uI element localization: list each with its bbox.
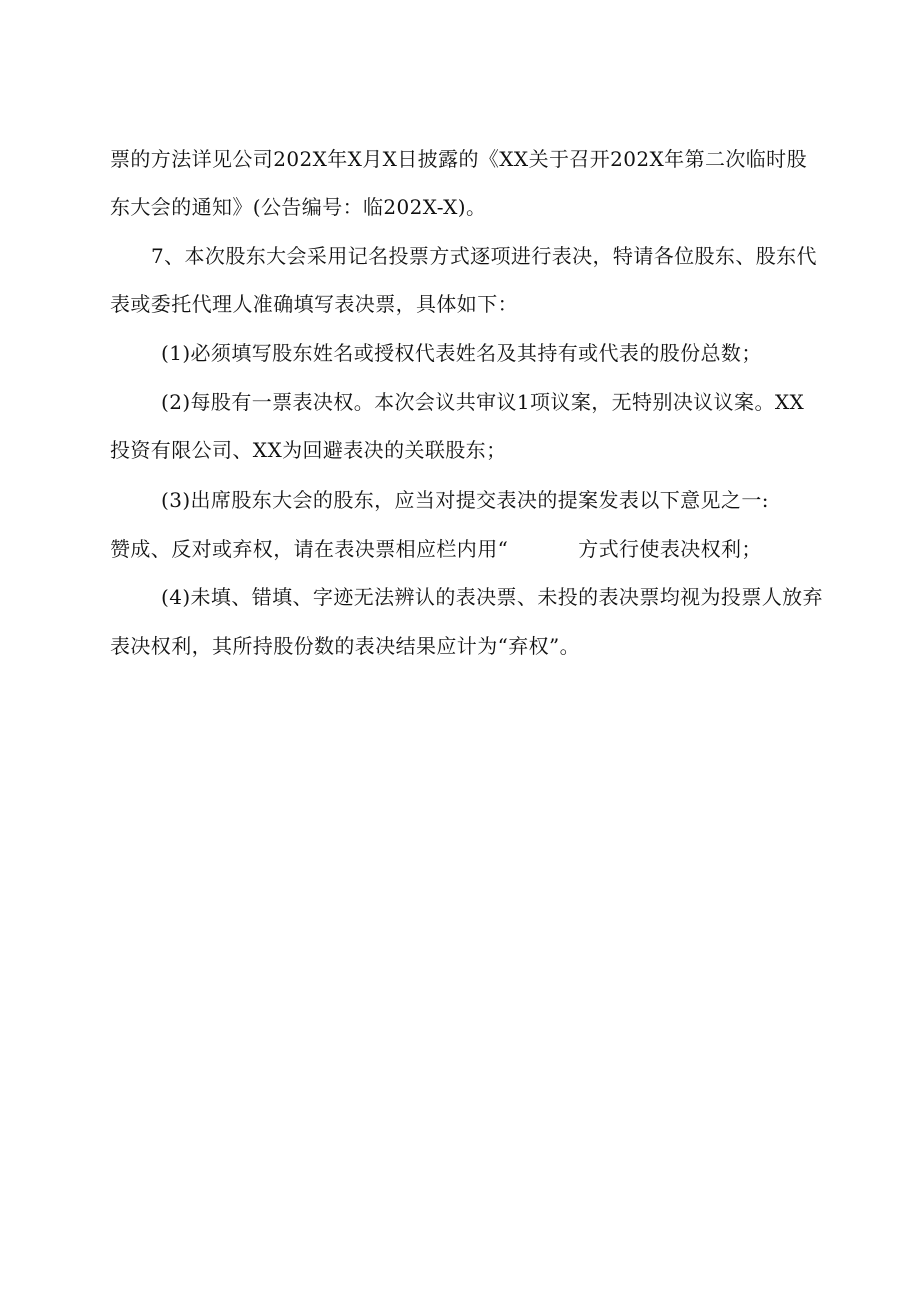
item-4-line-2: 表决权利，其所持股份数的表决结果应计为“弃权”。 <box>110 634 581 658</box>
paragraph-1-line-2: 东大会的通知》(公告编号：临202X-X)。 <box>110 195 487 219</box>
paragraph-2-line-1: 7、本次股东大会采用记名投票方式逐项进行表决，特请各位股东、股东代 <box>151 244 817 268</box>
paragraph-2-line-2: 表或委托代理人准确填写表决票，具体如下： <box>110 292 518 316</box>
item-3-line-2 <box>110 536 762 562</box>
item-3-line-1: (3)出席股东大会的股东，应当对提交表决的提案发表以下意见之一: <box>161 488 769 512</box>
item-2-line-1: (2)每股有一票表决权。本次会议共审议1项议案，无特别决议议案。XX <box>161 390 805 414</box>
paragraph-1-line-1: 票的方法详见公司202X年X月X日披露的《XX关于召开202X年第二次临时股 <box>110 147 807 171</box>
item-1-line-1: (1)必须填写股东姓名或授权代表姓名及其持有或代表的股份总数； <box>161 341 762 365</box>
item-3-line-2-part-a: 赞成、反对或弃权，请在表决票相应栏内用“ <box>110 537 509 561</box>
item-2-line-2: 投资有限公司、XX为回避表决的关联股东； <box>110 438 507 462</box>
item-4-line-1: (4)未填、错填、字迹无法辨认的表决票、未投的表决票均视为投票人放弃 <box>161 585 823 609</box>
item-3-line-2-part-b: 方式行使表决权利； <box>578 537 762 561</box>
